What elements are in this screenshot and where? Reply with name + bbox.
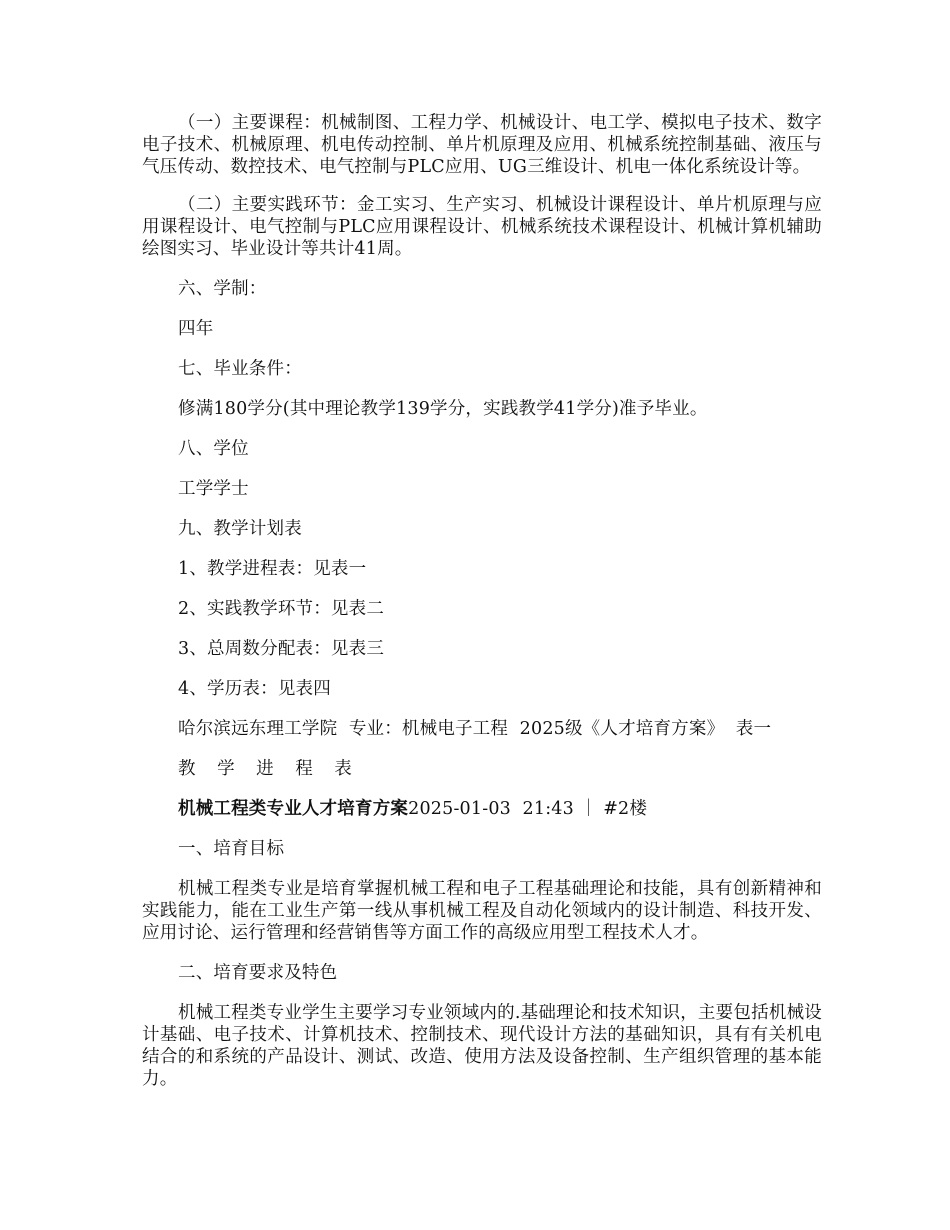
document-body (142, 112, 822, 1108)
post-title: 机械工程类专业人才培育方案 (178, 799, 409, 819)
main-courses-paragraph: （一）主要课程：机械制图、工程力学、机械设计、电工学、模拟电子技术、数字电子技术、机械原理、机电传动控制、单片机原理及应用、机械系统控制基础、液压与气压传动、数控技术、电气控制与PLC应用、UG三维设计、机电一体化系统设计等。 (142, 113, 822, 177)
plan-item: 2、实践教学环节：见表二 (178, 599, 385, 619)
plan-item: 3、总周数分配表：见表三 (178, 639, 385, 659)
plan-item: 1、教学进程表：见表一 (178, 559, 367, 579)
graduation-value: 修满180学分(其中理论教学139学分，实践教学41学分)准予毕业。 (178, 399, 708, 419)
school-line: 哈尔滨远东理工学院 专业：机械电子工程 2025级《人才培育方案》 表一 (178, 719, 772, 739)
practice-paragraph: （二）主要实践环节：金工实习、生产实习、机械设计课程设计、单片机原理与应用课程设计、电气控制与PLC应用课程设计、机械系统技术课程设计、机械计算机辅助绘图实习、毕业设计等共计41周。 (142, 195, 822, 259)
goal-paragraph: 机械工程类专业是培育掌握机械工程和电子工程基础理论和技能，具有创新精神和实践能力，能在工业生产第一线从事机械工程及自动化领域内的设计制造、科技开发、应用讨论、运行管理和经营销售等方面工作的高级应用型工程技术人才。 (142, 879, 822, 943)
goal-heading: 一、培育目标 (178, 839, 285, 859)
duration-value: 四年 (178, 319, 214, 339)
plan-heading: 九、教学计划表 (178, 519, 302, 539)
graduation-heading: 七、毕业条件： (178, 359, 302, 379)
progress-table-title: 教 学 进 程 表 (178, 759, 360, 779)
degree-heading: 八、学位 (178, 439, 249, 459)
post-header (142, 798, 822, 820)
requirements-heading: 二、培育要求及特色 (178, 963, 338, 983)
degree-value: 工学学士 (178, 479, 249, 499)
duration-heading: 六、学制： (178, 279, 267, 299)
post-meta: 2025-01-03 21:43 ｜ #2楼 (408, 799, 648, 819)
plan-item: 4、学历表：见表四 (178, 679, 331, 699)
requirements-paragraph: 机械工程类专业学生主要学习专业领域内的.基础理论和技术知识，主要包括机械设计基础、电子技术、计算机技术、控制技术、现代设计方法的基础知识，具有有关机电结合的和系统的产品设计、测试、改造、使用方法及设备控制、生产组织管理的基本能力。 (142, 1003, 822, 1089)
